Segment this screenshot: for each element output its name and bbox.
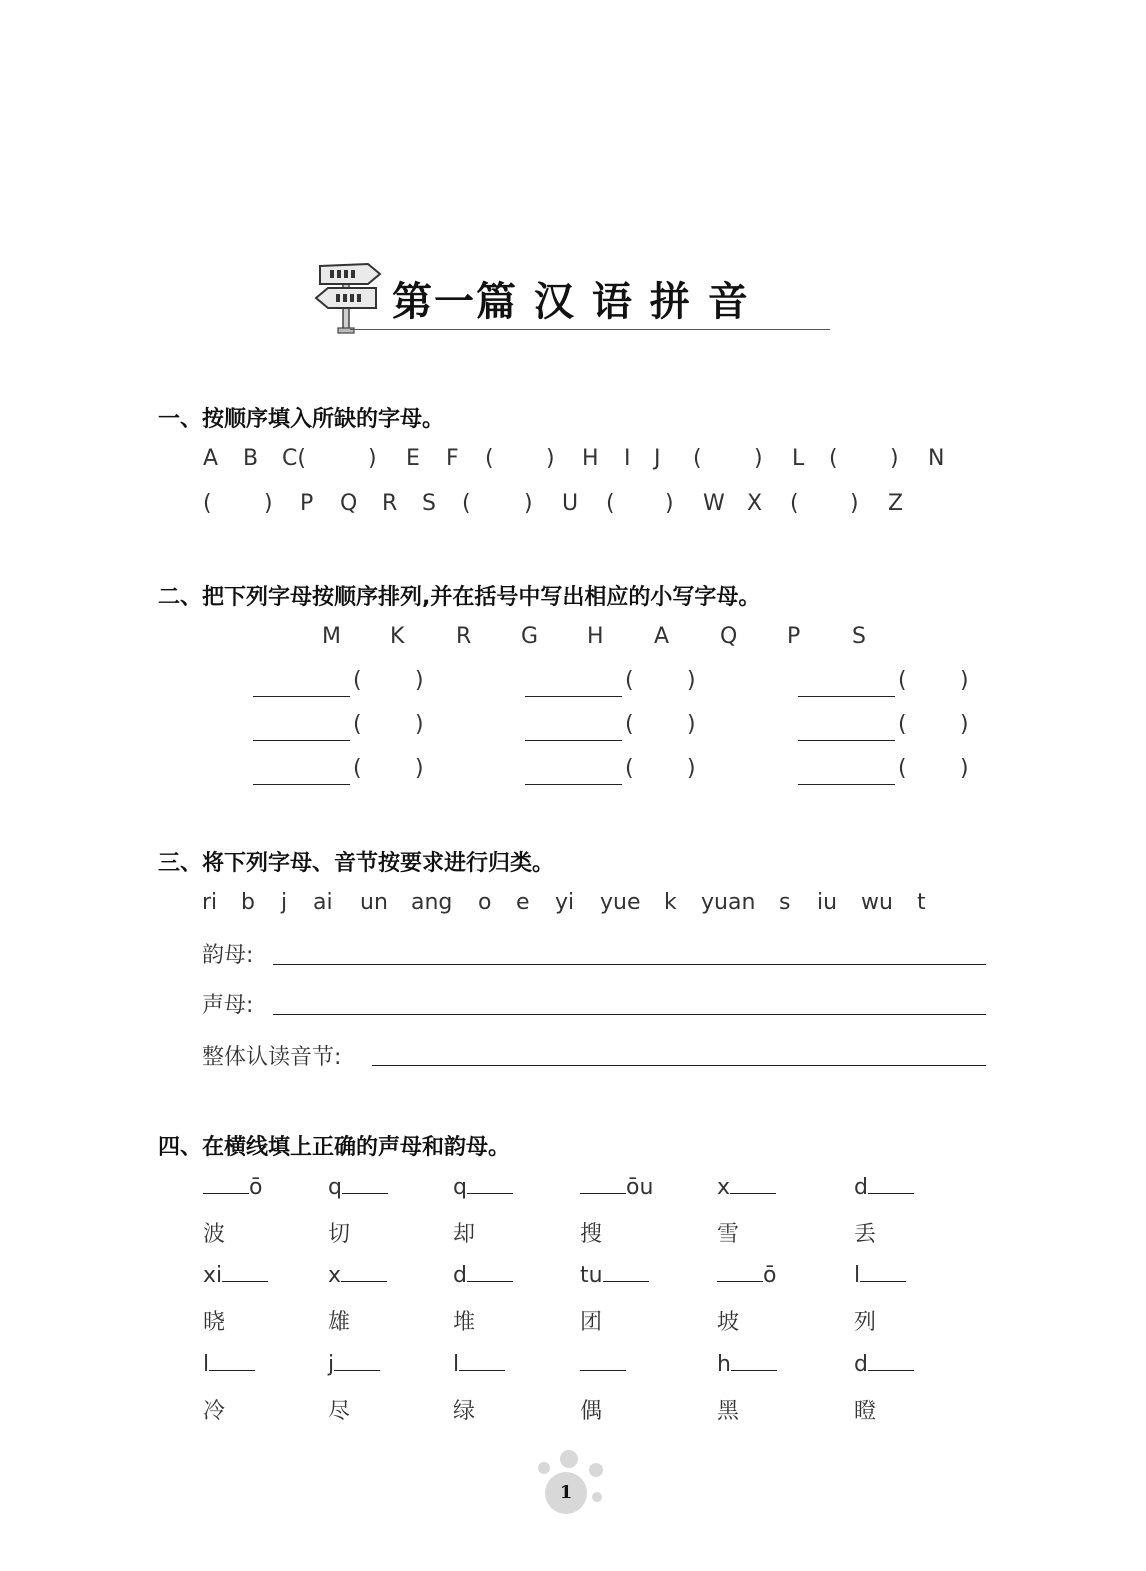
pinyin-blank-item: [717, 1352, 777, 1377]
pinyin-answer-blank[interactable]: [334, 1352, 380, 1371]
alphabet-item: U: [562, 491, 579, 516]
pinyin-answer-blank[interactable]: [730, 1175, 776, 1194]
order-answer-line[interactable]: [798, 740, 895, 741]
hanzi-character: 黑: [717, 1399, 740, 1424]
shengmu-answer-line[interactable]: [273, 1014, 986, 1015]
shuffled-letter: A: [654, 624, 670, 649]
hanzi-character: 团: [580, 1310, 603, 1335]
shuffled-letter: Q: [720, 624, 738, 649]
pinyin-suffix: ō: [249, 1175, 263, 1200]
hanzi-character: 搜: [580, 1222, 603, 1247]
paren-open: (: [625, 712, 634, 737]
alphabet-item: (: [462, 491, 471, 516]
alphabet-item: P: [300, 491, 314, 516]
paren-open: (: [353, 712, 362, 737]
hanzi-character: 绿: [453, 1399, 476, 1424]
pinyin-blank-item: [717, 1175, 776, 1200]
alphabet-item: N: [928, 446, 945, 471]
pinyin-prefix: q: [328, 1175, 342, 1200]
syllable-item: un: [360, 890, 388, 915]
alphabet-item: (: [693, 446, 702, 471]
hanzi-character: 坡: [717, 1310, 740, 1335]
paren-close: ): [415, 756, 424, 781]
hanzi-character: 雄: [328, 1310, 351, 1335]
hanzi-character: 堆: [453, 1310, 476, 1335]
pinyin-answer-blank[interactable]: [341, 1263, 387, 1282]
paren-open: (: [353, 756, 362, 781]
paren-open: (: [898, 668, 907, 693]
syllable-item: yi: [555, 890, 575, 915]
alphabet-item: J: [654, 446, 661, 471]
paren-close: ): [687, 668, 696, 693]
pinyin-answer-blank[interactable]: [459, 1352, 505, 1371]
alphabet-item: C(: [282, 446, 306, 471]
pinyin-prefix: l: [854, 1263, 861, 1288]
syllable-item: ang: [411, 890, 453, 915]
pinyin-answer-blank[interactable]: [717, 1263, 763, 1282]
alphabet-item: (: [203, 491, 212, 516]
order-answer-line[interactable]: [525, 784, 622, 785]
pinyin-answer-blank[interactable]: [467, 1263, 513, 1282]
pinyin-answer-blank[interactable]: [467, 1175, 513, 1194]
pinyin-blank-item: [328, 1352, 380, 1377]
paren-close: ): [415, 712, 424, 737]
syllable-item: b: [241, 890, 255, 915]
alphabet-item: (: [790, 491, 799, 516]
pinyin-suffix: ōu: [626, 1175, 654, 1200]
hanzi-character: 丢: [854, 1222, 877, 1247]
syllable-item: t: [917, 890, 926, 915]
syllable-item: ri: [202, 890, 218, 915]
pinyin-prefix: l: [453, 1352, 460, 1377]
pinyin-prefix: tu: [580, 1263, 603, 1288]
alphabet-item: ): [368, 446, 377, 471]
hanzi-character: 切: [328, 1222, 351, 1247]
alphabet-item: S: [422, 491, 436, 516]
alphabet-item: (: [606, 491, 615, 516]
alphabet-item: A: [203, 446, 219, 471]
shuffled-letter: G: [521, 624, 539, 649]
alphabet-item: H: [582, 446, 599, 471]
signpost-icon: [310, 258, 390, 338]
title-underline: [350, 329, 830, 330]
hanzi-character: 雪: [717, 1222, 740, 1247]
pinyin-blank-item: [203, 1352, 255, 1377]
pinyin-blank-item: [580, 1352, 626, 1377]
syllable-item: ai: [313, 890, 333, 915]
hanzi-character: 列: [854, 1310, 877, 1335]
pinyin-blank-item: [453, 1352, 505, 1377]
pinyin-answer-blank[interactable]: [860, 1263, 906, 1282]
paren-open: (: [353, 668, 362, 693]
page-number: 1: [545, 1472, 587, 1514]
paren-open: (: [625, 668, 634, 693]
pinyin-answer-blank[interactable]: [342, 1175, 388, 1194]
pinyin-blank-item: [328, 1263, 387, 1288]
pinyin-blank-item: [580, 1263, 649, 1288]
shuffled-letter: P: [787, 624, 801, 649]
section1-heading: 一、按顺序填入所缺的字母。: [158, 407, 445, 432]
syllable-item: o: [478, 890, 492, 915]
hanzi-character: 瞪: [854, 1399, 877, 1424]
alphabet-item: W: [703, 491, 725, 516]
alphabet-item: ): [754, 446, 763, 471]
alphabet-item: ): [850, 491, 859, 516]
shuffled-letter: S: [852, 624, 866, 649]
pinyin-blank-item: [203, 1263, 268, 1288]
hanzi-character: 尽: [328, 1399, 351, 1424]
shuffled-letter: H: [587, 624, 604, 649]
alphabet-item: L: [792, 446, 805, 471]
pinyin-answer-blank[interactable]: [209, 1352, 255, 1371]
pinyin-prefix: x: [717, 1175, 731, 1200]
alphabet-item: ): [264, 491, 273, 516]
pinyin-prefix: d: [453, 1263, 467, 1288]
paren-close: ): [687, 712, 696, 737]
pinyin-suffix: ō: [763, 1263, 777, 1288]
paw-toe: [538, 1462, 550, 1474]
pinyin-blank-item: [854, 1263, 906, 1288]
hanzi-character: 冷: [203, 1399, 226, 1424]
alphabet-item: (: [829, 446, 838, 471]
paren-close: ): [960, 756, 969, 781]
pinyin-answer-blank[interactable]: [603, 1263, 649, 1282]
pinyin-prefix: d: [854, 1175, 868, 1200]
syllable-item: wu: [861, 890, 893, 915]
paren-close: ): [960, 668, 969, 693]
pinyin-answer-blank[interactable]: [580, 1175, 626, 1194]
paren-open: (: [898, 712, 907, 737]
syllable-item: iu: [817, 890, 838, 915]
syllable-item: yuan: [701, 890, 756, 915]
syllable-item: e: [516, 890, 530, 915]
pinyin-blank-item: [854, 1175, 914, 1200]
pinyin-prefix: l: [203, 1352, 210, 1377]
shuffled-letter: K: [390, 624, 405, 649]
order-answer-line[interactable]: [253, 740, 350, 741]
alphabet-item: E: [406, 446, 420, 471]
alphabet-item: B: [243, 446, 259, 471]
pinyin-blank-item: [328, 1175, 388, 1200]
paw-toe: [560, 1450, 578, 1468]
order-answer-line[interactable]: [253, 696, 350, 697]
alphabet-item: I: [624, 446, 631, 471]
paren-close: ): [687, 756, 696, 781]
order-answer-line[interactable]: [525, 696, 622, 697]
alphabet-item: Z: [888, 491, 904, 516]
alphabet-item: (: [485, 446, 494, 471]
shuffled-letter: M: [322, 624, 341, 649]
yunmu-answer-line[interactable]: [273, 964, 986, 965]
zhengti-label: 整体认读音节:: [202, 1045, 342, 1070]
pinyin-blank-item: [203, 1175, 262, 1200]
pinyin-answer-blank[interactable]: [868, 1175, 914, 1194]
pinyin-blank-item: [453, 1175, 513, 1200]
pinyin-prefix: d: [854, 1352, 868, 1377]
chapter-title-block: [310, 258, 830, 338]
pinyin-blank-item: [580, 1175, 653, 1200]
hanzi-character: 晓: [203, 1310, 226, 1335]
alphabet-item: X: [747, 491, 763, 516]
pinyin-prefix: xi: [203, 1263, 223, 1288]
order-answer-line[interactable]: [798, 696, 895, 697]
paw-toe: [592, 1492, 602, 1502]
hanzi-character: 波: [203, 1222, 226, 1247]
section2-heading: 二、把下列字母按顺序排列,并在括号中写出相应的小写字母。: [158, 585, 761, 610]
pinyin-answer-blank[interactable]: [580, 1352, 626, 1371]
syllable-item: j: [281, 890, 288, 915]
hanzi-character: 却: [453, 1222, 476, 1247]
alphabet-item: ): [546, 446, 555, 471]
paren-close: ): [415, 668, 424, 693]
syllable-item: k: [664, 890, 677, 915]
paren-open: (: [898, 756, 907, 781]
section4-heading: 四、在横线填上正确的声母和韵母。: [158, 1135, 511, 1160]
order-answer-line[interactable]: [798, 784, 895, 785]
pinyin-blank-item: [854, 1352, 914, 1377]
paren-open: (: [625, 756, 634, 781]
alphabet-item: R: [382, 491, 398, 516]
syllable-item: yue: [600, 890, 641, 915]
section3-heading: 三、将下列字母、音节按要求进行归类。: [158, 851, 555, 876]
hanzi-character: 偶: [580, 1399, 603, 1424]
order-answer-line[interactable]: [253, 784, 350, 785]
paren-close: ): [960, 712, 969, 737]
pinyin-answer-blank[interactable]: [203, 1175, 249, 1194]
yunmu-label: 韵母:: [202, 943, 254, 968]
chapter-title: 第一篇 汉 语 拼 音: [392, 278, 750, 325]
pinyin-answer-blank[interactable]: [731, 1352, 777, 1371]
alphabet-item: ): [524, 491, 533, 516]
pinyin-blank-item: [453, 1263, 513, 1288]
alphabet-item: ): [665, 491, 674, 516]
pinyin-prefix: h: [717, 1352, 731, 1377]
pinyin-prefix: x: [328, 1263, 342, 1288]
zhengti-answer-line[interactable]: [372, 1065, 986, 1066]
paw-toe: [589, 1463, 603, 1477]
pinyin-prefix: q: [453, 1175, 467, 1200]
pinyin-answer-blank[interactable]: [868, 1352, 914, 1371]
shuffled-letter: R: [456, 624, 472, 649]
syllable-item: s: [779, 890, 791, 915]
alphabet-item: ): [890, 446, 899, 471]
pinyin-answer-blank[interactable]: [222, 1263, 268, 1282]
shengmu-label: 声母:: [202, 993, 254, 1018]
pinyin-blank-item: [717, 1263, 776, 1288]
alphabet-item: F: [446, 446, 459, 471]
pinyin-prefix: j: [328, 1352, 335, 1377]
alphabet-item: Q: [340, 491, 358, 516]
order-answer-line[interactable]: [525, 740, 622, 741]
